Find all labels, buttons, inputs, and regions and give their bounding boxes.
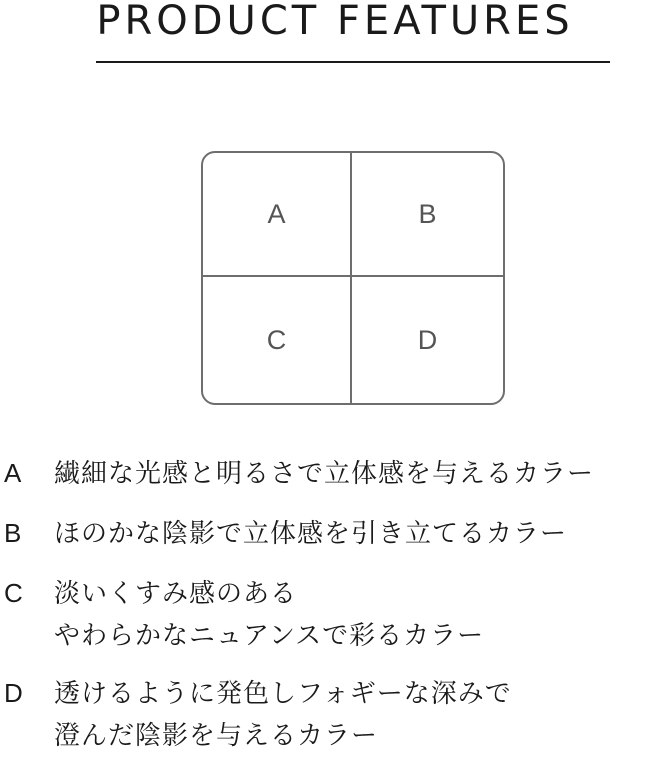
page-title: PRODUCT FEATURES xyxy=(96,0,574,44)
feature-letter: A xyxy=(4,458,22,488)
feature-letter: C xyxy=(4,578,23,608)
palette-diagram xyxy=(201,151,505,405)
feature-description: 淡いくすみ感のある やわらかなニュアンスで彩るカラー xyxy=(54,579,485,651)
palette-cell-c: C xyxy=(203,277,352,403)
palette-cell-b: B xyxy=(352,153,503,277)
title-underline xyxy=(96,61,610,63)
feature-letter: B xyxy=(4,518,22,548)
feature-letter: D xyxy=(4,678,23,708)
feature-description: 透けるように発色しフォギーな深みで 澄んだ陰影を与えるカラー xyxy=(54,679,512,751)
palette-cell-a: A xyxy=(203,153,352,277)
feature-description: ほのかな陰影で立体感を引き立てるカラー xyxy=(54,519,568,549)
feature-description: 繊細な光感と明るさで立体感を与えるカラー xyxy=(54,459,595,489)
palette-cell-d: D xyxy=(417,324,438,355)
